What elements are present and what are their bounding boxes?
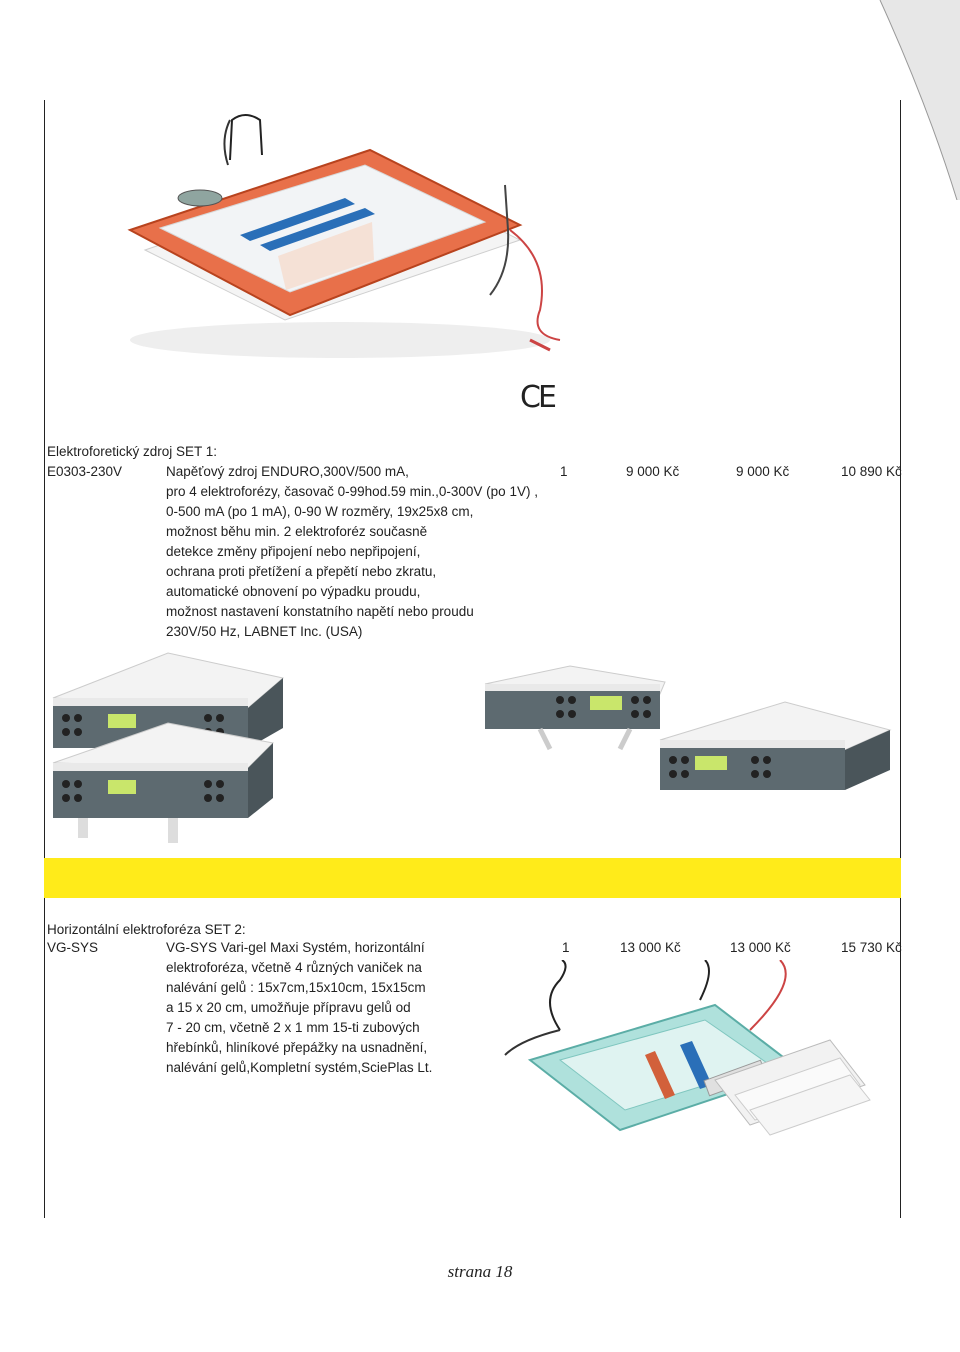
section1-description-line: automatické obnovení po výpadku proudu, bbox=[166, 584, 421, 599]
section1-total: 9 000 Kč bbox=[736, 464, 790, 479]
section2-description-line: a 15 x 20 cm, umožňuje přípravu gelů od bbox=[166, 1000, 411, 1015]
section2-total-vat: 15 730 Kč bbox=[841, 940, 902, 955]
page-corner-curl bbox=[860, 0, 960, 200]
section1-code: E0303-230V bbox=[47, 464, 123, 479]
power-supply-stack-image bbox=[48, 648, 288, 848]
section2-total: 13 000 Kč bbox=[730, 940, 791, 955]
section1-description-line: detekce změny připojení nebo nepřipojení, bbox=[166, 544, 421, 559]
section1-description-line: pro 4 elektroforézy, časovač 0-99hod.59 min.,0-300V (po 1V) , bbox=[166, 484, 538, 499]
section1-description-line: ochrana proti přetížení a přepětí nebo zkratu, bbox=[166, 564, 437, 579]
section1-quantity: 1 bbox=[560, 464, 568, 479]
section2-description-line: hřebínků, hliníkové přepážky na usnadnění, bbox=[166, 1040, 428, 1055]
section1-title: Elektroforetický zdroj SET 1: bbox=[47, 444, 218, 459]
section2-description-line: nalévání gelů,Kompletní systém,SciePlas Lt. bbox=[166, 1060, 433, 1075]
section1-description-line: 230V/50 Hz, LABNET Inc. (USA) bbox=[166, 624, 363, 639]
power-supply-single-image bbox=[480, 664, 670, 754]
section1-description bbox=[166, 462, 538, 642]
gel-tank-orange-image bbox=[110, 110, 570, 370]
highlight-band bbox=[44, 858, 901, 898]
section1-description-line: Napěťový zdroj ENDURO,300V/500 mA, bbox=[166, 464, 409, 479]
section2-description-line: 7 - 20 cm, včetně 2 x 1 mm 15-ti zubových bbox=[166, 1020, 420, 1035]
section2-description bbox=[166, 938, 526, 1078]
section1-description-line: 0-500 mA (po 1 mA), 0-90 W rozměry, 19x25x8 cm, bbox=[166, 504, 474, 519]
section1-description-line: možnost nastavení konstatního napětí nebo proudu bbox=[166, 604, 474, 619]
page-number: strana 18 bbox=[447, 1262, 513, 1281]
page-border-left bbox=[44, 100, 45, 1218]
section1-total-vat: 10 890 Kč bbox=[841, 464, 902, 479]
section2-description-line: VG-SYS Vari-gel Maxi Systém, horizontální bbox=[166, 940, 425, 955]
section2-unit-price: 13 000 Kč bbox=[620, 940, 681, 955]
section2-quantity: 1 bbox=[562, 940, 570, 955]
section2-code: VG-SYS bbox=[47, 940, 99, 955]
section1-description-line: možnost běhu min. 2 elektroforéz současně bbox=[166, 524, 428, 539]
power-supply-angled-image bbox=[655, 700, 895, 800]
page-border-right bbox=[900, 100, 901, 1218]
section2-description-line: nalévání gelů : 15x7cm,15x10cm, 15x15cm bbox=[166, 980, 426, 995]
gel-tank-clear-image bbox=[500, 960, 890, 1150]
section1-unit-price: 9 000 Kč bbox=[626, 464, 680, 479]
section2-description-line: elektroforéza, včetně 4 různých vaniček na bbox=[166, 960, 422, 975]
section2-title: Horizontální elektroforéza SET 2: bbox=[47, 922, 246, 937]
ce-mark-logo: CE bbox=[520, 380, 554, 415]
